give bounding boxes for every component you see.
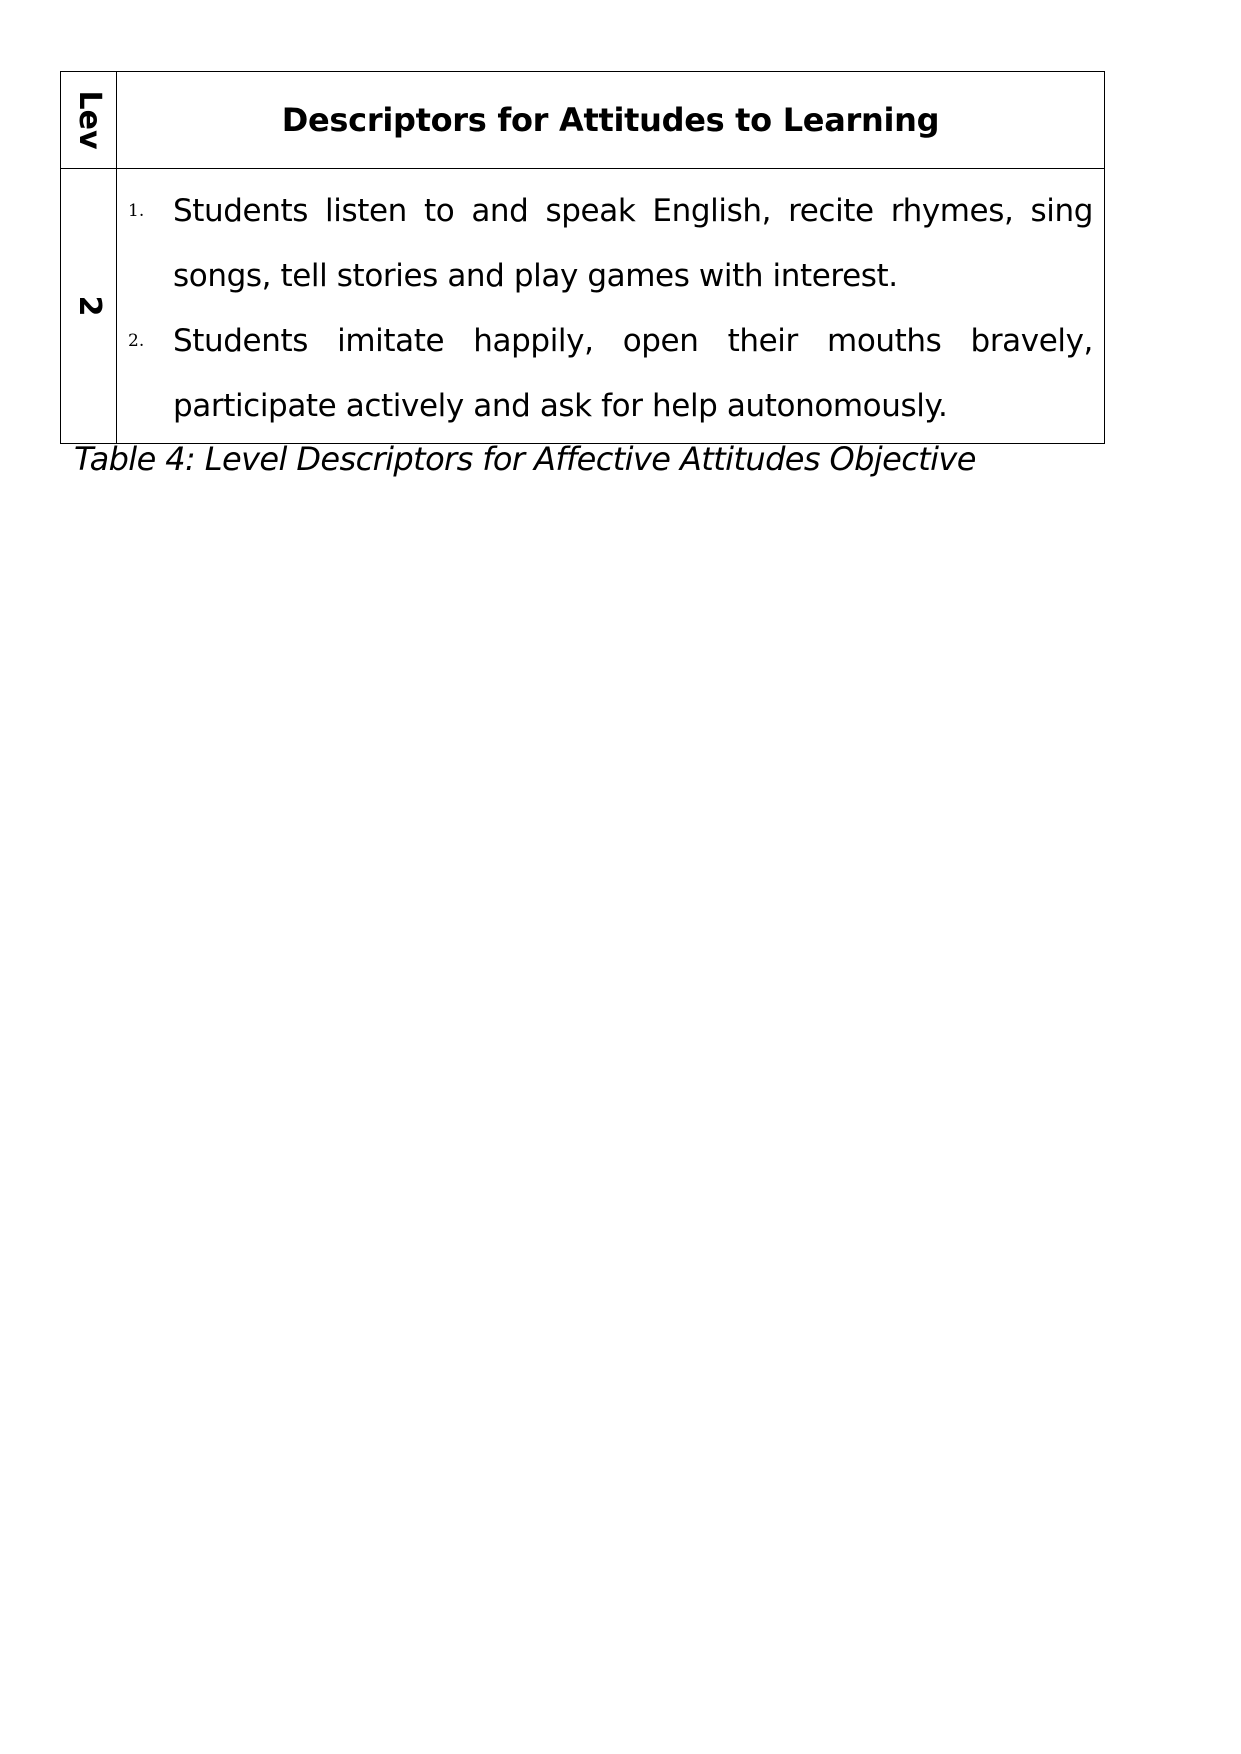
list-item-number: 2.	[128, 331, 145, 351]
table-caption: Table 4: Level Descriptors for Affective Attitudes Objective	[74, 440, 976, 478]
level-value-cell	[61, 169, 117, 444]
list-item-text: Students listen to and speak English, recite rhymes, sing songs, tell stories and play games with interest.	[173, 193, 1093, 294]
descriptor-list-cell	[117, 169, 1105, 444]
descriptor-list	[117, 179, 1093, 439]
level-header-cell	[61, 72, 117, 169]
descriptor-header-cell: Descriptors for Attitudes to Learning	[117, 72, 1105, 169]
level-descriptors-table	[60, 71, 1105, 444]
list-item-number: 1.	[128, 201, 145, 221]
list-item-text: Students imitate happily, open their mouths bravely, participate actively and ask for help autonomously.	[173, 323, 1093, 424]
list-item	[117, 309, 1093, 439]
list-item	[117, 179, 1093, 309]
level-value: 2	[71, 295, 107, 317]
table-row	[61, 169, 1105, 444]
level-header-label: Lev	[71, 90, 107, 150]
table-header-row	[61, 72, 1105, 169]
